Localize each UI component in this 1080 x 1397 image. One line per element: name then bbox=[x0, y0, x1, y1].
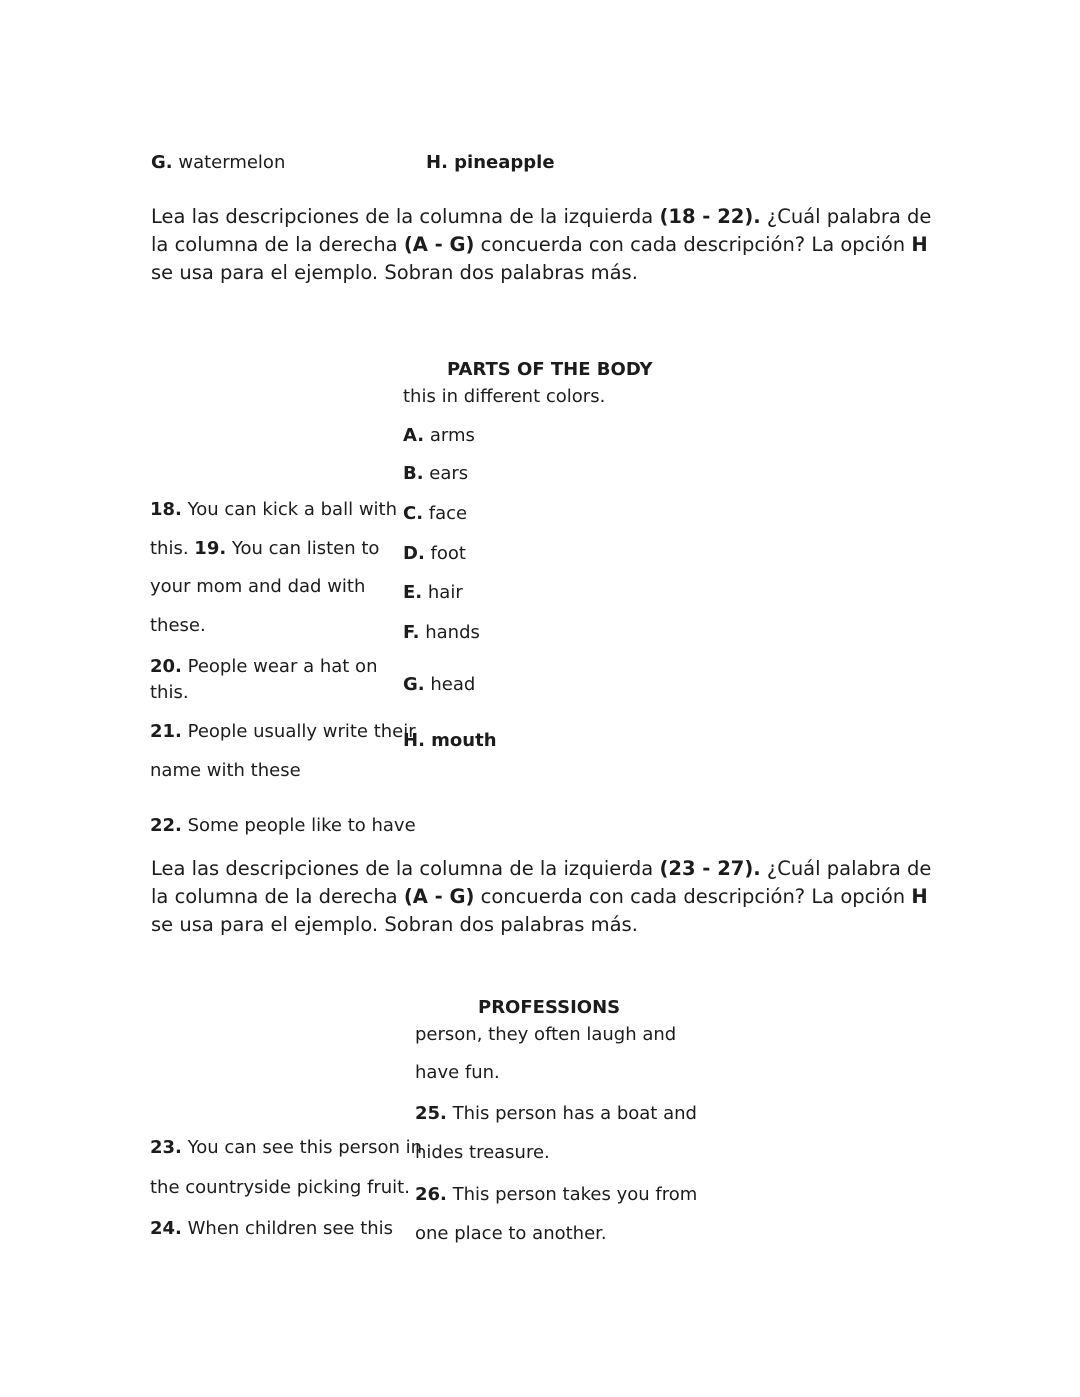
option-letter: A. bbox=[403, 425, 425, 446]
option-g-watermelon bbox=[151, 152, 285, 173]
option-h-mouth: H. mouth bbox=[403, 730, 497, 751]
question-text: People usually write their bbox=[181, 721, 416, 742]
question-number: 20. bbox=[150, 656, 182, 677]
question-18-19-line bbox=[150, 538, 379, 559]
option-letter: G. bbox=[403, 674, 425, 695]
question-20-line-2: this. bbox=[150, 682, 189, 703]
option-letter: G. bbox=[151, 152, 173, 173]
question-22-line-1 bbox=[150, 815, 416, 836]
question-number: 22. bbox=[150, 815, 182, 836]
question-number: 18. bbox=[150, 499, 182, 520]
option-word: foot bbox=[430, 543, 466, 564]
question-text: Some people like to have bbox=[181, 815, 416, 836]
instructions-paragraph-1 bbox=[151, 203, 941, 287]
instr-bold: H bbox=[911, 233, 928, 256]
instr-bold: H bbox=[911, 885, 928, 908]
instr-text: Lea las descripciones de la columna de la izquierda bbox=[151, 857, 660, 880]
question-21-line-1 bbox=[150, 721, 416, 742]
question-text: You can see this person in bbox=[181, 1137, 423, 1158]
question-text: You can kick a ball with bbox=[181, 499, 398, 520]
question-text: People wear a hat on bbox=[181, 656, 378, 677]
question-26-line-1 bbox=[415, 1184, 697, 1205]
instr-bold: (18 - 22). bbox=[659, 205, 761, 228]
instr-text: se usa para el ejemplo. Sobran dos palabras más. bbox=[151, 913, 638, 936]
option-word: hair bbox=[427, 582, 463, 603]
question-23-line-1 bbox=[150, 1137, 422, 1158]
question-text: This person takes you from bbox=[446, 1184, 698, 1205]
instr-bold: (A - G) bbox=[403, 885, 475, 908]
instr-text: ¿Cuál palabra de la columna de la derecha bbox=[151, 857, 932, 908]
question-number: 21. bbox=[150, 721, 182, 742]
question-number: 23. bbox=[150, 1137, 182, 1158]
question-number: 19. bbox=[194, 538, 227, 559]
option-word: face bbox=[428, 503, 468, 524]
option-word: ears bbox=[429, 463, 469, 484]
option-letter: D. bbox=[403, 543, 425, 564]
option-c-face bbox=[403, 503, 467, 524]
option-e-hair bbox=[403, 582, 463, 603]
question-text: this. bbox=[150, 538, 195, 559]
profession-right-line-2: have fun. bbox=[415, 1062, 500, 1083]
option-h-pineapple: H. pineapple bbox=[426, 152, 555, 173]
question-text: You can listen to bbox=[226, 538, 380, 559]
section-title-professions: PROFESSIONS bbox=[478, 997, 621, 1018]
option-f-hands bbox=[403, 622, 480, 643]
question-text: When children see this bbox=[181, 1218, 394, 1239]
question-21-line-2: name with these bbox=[150, 760, 301, 781]
question-25-line-2: hides treasure. bbox=[415, 1142, 550, 1163]
instr-text: ¿Cuál palabra de la columna de la derecha bbox=[151, 205, 932, 256]
question-19-line-3: these. bbox=[150, 615, 206, 636]
option-d-foot bbox=[403, 543, 466, 564]
option-b-ears bbox=[403, 463, 468, 484]
instructions-paragraph-2 bbox=[151, 855, 941, 939]
instr-text: concuerda con cada descripción? La opción bbox=[474, 233, 912, 256]
question-number: 26. bbox=[415, 1184, 447, 1205]
instr-bold: (A - G) bbox=[403, 233, 475, 256]
instr-text: Lea las descripciones de la columna de la izquierda bbox=[151, 205, 660, 228]
instr-text: se usa para el ejemplo. Sobran dos palabras más. bbox=[151, 261, 638, 284]
instr-bold: (23 - 27). bbox=[659, 857, 761, 880]
question-20-line-1 bbox=[150, 656, 377, 677]
overflow-text: this in different colors. bbox=[403, 386, 606, 407]
question-number: 25. bbox=[415, 1103, 447, 1124]
option-word: watermelon bbox=[178, 152, 286, 173]
option-a-arms bbox=[403, 425, 475, 446]
option-letter: E. bbox=[403, 582, 423, 603]
question-number: 24. bbox=[150, 1218, 182, 1239]
question-26-line-2: one place to another. bbox=[415, 1223, 607, 1244]
section-title-parts-of-the-body: PARTS OF THE BODY bbox=[447, 359, 653, 380]
question-19-line-2: your mom and dad with bbox=[150, 576, 366, 597]
question-text: This person has a boat and bbox=[446, 1103, 697, 1124]
instr-text: concuerda con cada descripción? La opción bbox=[474, 885, 912, 908]
option-g-head bbox=[403, 674, 475, 695]
option-word: arms bbox=[429, 425, 475, 446]
option-letter: C. bbox=[403, 503, 424, 524]
option-letter: F. bbox=[403, 622, 420, 643]
question-23-line-2: the countryside picking fruit. bbox=[150, 1177, 410, 1198]
profession-right-line-1: person, they often laugh and bbox=[415, 1024, 677, 1045]
question-24-line-1 bbox=[150, 1218, 393, 1239]
option-word: hands bbox=[425, 622, 480, 643]
option-letter: B. bbox=[403, 463, 424, 484]
question-25-line-1 bbox=[415, 1103, 697, 1124]
question-18-line-1 bbox=[150, 499, 397, 520]
option-word: head bbox=[430, 674, 476, 695]
